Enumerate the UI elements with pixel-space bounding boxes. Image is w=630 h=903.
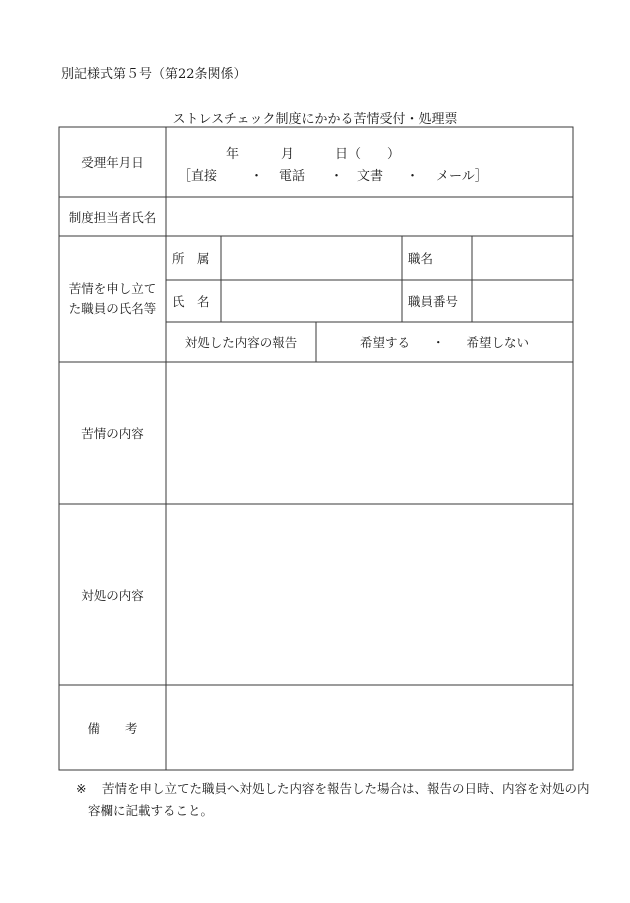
form-reference: 別記様式第５号（第22条関係）	[61, 67, 247, 82]
complainant-name-field[interactable]	[221, 280, 402, 322]
employee-number-field[interactable]	[472, 280, 573, 322]
position-field[interactable]	[472, 236, 573, 280]
name-label: 氏 名	[172, 294, 210, 309]
date-month-label: 月	[281, 147, 295, 162]
received-date-label: 受理年月日	[81, 155, 144, 170]
date-year-label: 年	[226, 147, 240, 162]
date-day-label: 日（ ）	[335, 147, 401, 162]
method-separator: ・	[330, 169, 344, 184]
footnote-line2: 容欄に記載すること。	[88, 803, 214, 818]
complainant-label-line1: 苦情を申し立て	[68, 281, 157, 296]
complaint-content-label: 苦情の内容	[81, 426, 144, 441]
method-phone: 電話	[279, 169, 306, 184]
staff-name-label: 制度担当者氏名	[68, 209, 157, 225]
method-mail: メール］	[436, 169, 488, 184]
remarks-field[interactable]	[166, 685, 573, 770]
form-title: ストレスチェック制度にかかる苦情受付・処理票	[172, 112, 458, 127]
position-label: 職名	[408, 251, 434, 266]
affiliation-field[interactable]	[221, 236, 402, 280]
footnote-mark: ※	[76, 781, 87, 796]
footnote-line1: 苦情を申し立てた職員へ対処した内容を報告した場合は、報告の日時、内容を対処の内	[102, 781, 590, 796]
report-wish-option[interactable]: 希望する	[359, 335, 410, 350]
method-separator: ・	[406, 169, 420, 184]
response-content-label: 対処の内容	[81, 587, 144, 603]
report-no-wish-option[interactable]: 希望しない	[466, 335, 530, 350]
method-separator: ・	[250, 169, 264, 184]
response-content-field[interactable]	[166, 504, 573, 685]
employee-number-label: 職員番号	[408, 294, 459, 309]
affiliation-label: 所 属	[172, 251, 210, 266]
report-preference-choice[interactable]	[316, 322, 573, 362]
complainant-label-line2: た職員の氏名等	[68, 301, 157, 316]
method-bracket-direct: ［直接	[178, 169, 218, 184]
method-document: 文書	[357, 169, 384, 184]
report-label: 対処した内容の報告	[184, 335, 298, 350]
report-option-separator: ・	[431, 335, 445, 350]
complainant-label	[59, 236, 166, 362]
remarks-label: 備 考	[87, 720, 138, 736]
staff-name-field[interactable]	[166, 197, 573, 236]
complaint-content-field[interactable]	[166, 362, 573, 504]
received-date-field[interactable]	[166, 127, 573, 197]
